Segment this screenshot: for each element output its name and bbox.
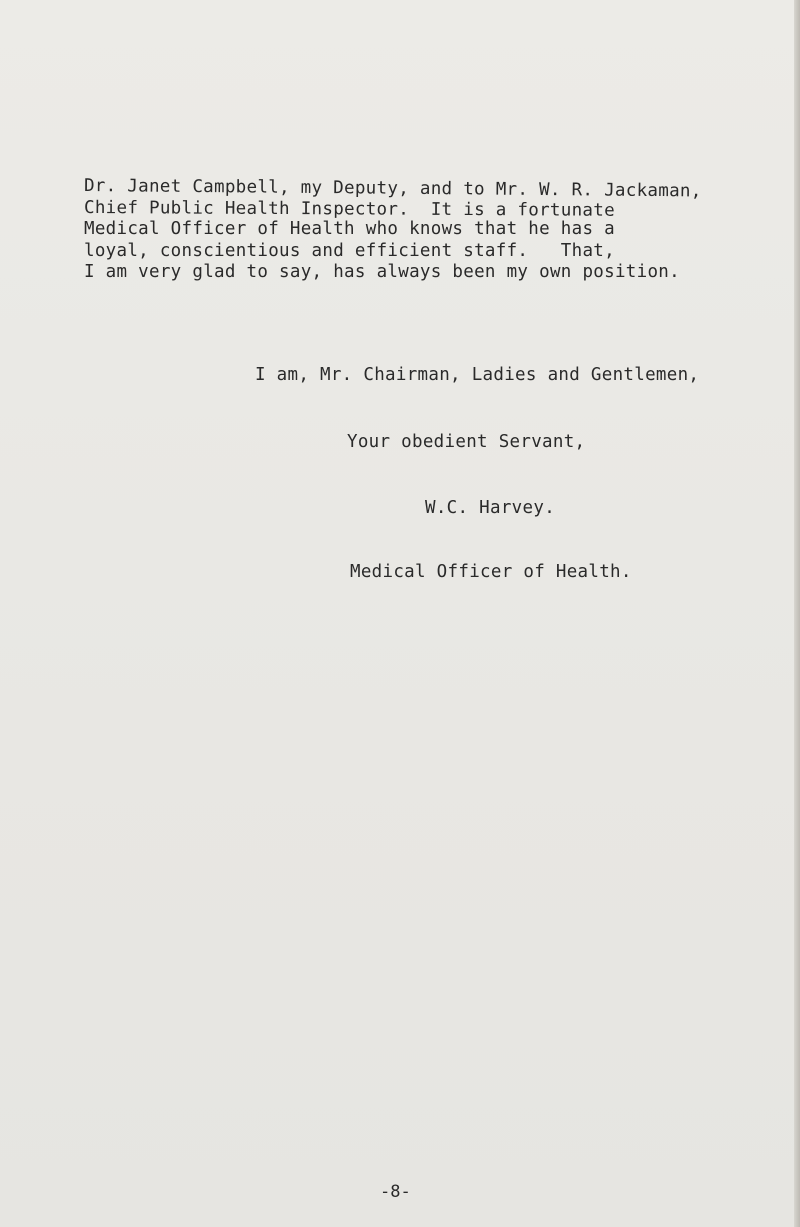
paragraph-line: Medical Officer of Health who knows that he has a [84, 219, 615, 239]
letter-paragraph [84, 176, 800, 284]
paragraph-line: Dr. Janet Campbell, my Deputy, and to Mr. W. R. Jackaman, [83, 176, 702, 202]
page-number: -8- [380, 1182, 411, 1202]
paragraph-line: loyal, conscientious and efficient staff. That, [84, 240, 615, 261]
closing-salutation: I am, Mr. Chairman, Ladies and Gentlemen, [255, 365, 700, 385]
sign-off: Your obedient Servant, [347, 432, 586, 452]
signatory-name: W.C. Harvey. [425, 498, 556, 518]
paragraph-line: Chief Public Health Inspector. It is a fortunate [83, 197, 616, 221]
signatory-title: Medical Officer of Health. [350, 562, 632, 582]
paragraph-line: I am very glad to say, has always been my own position. [84, 262, 680, 282]
